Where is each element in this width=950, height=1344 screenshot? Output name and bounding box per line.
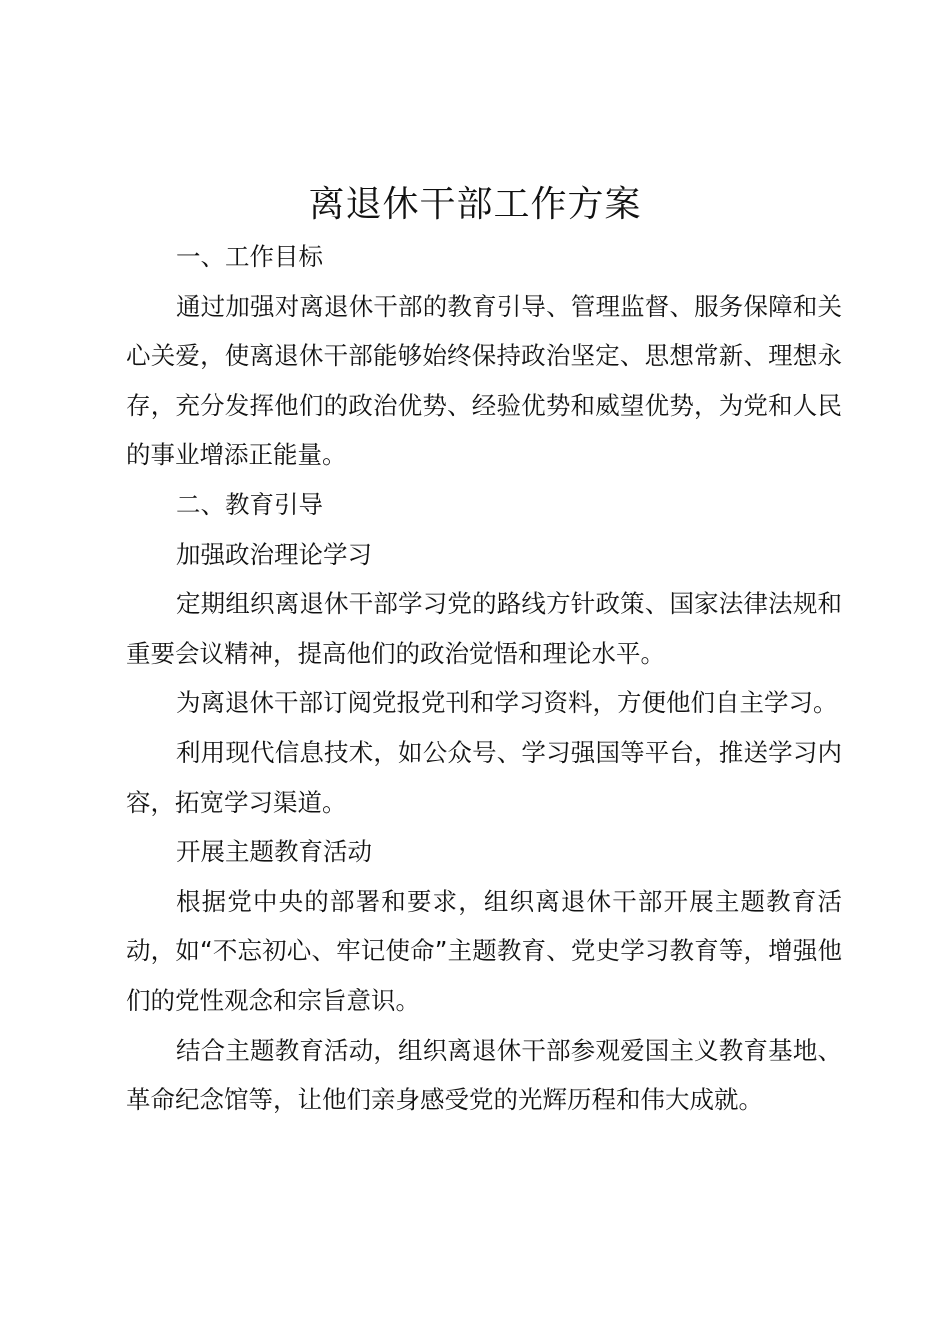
paragraph-subscriptions: 为离退休干部订阅党报党刊和学习资料，方便他们自主学习。 [176,688,838,718]
subheading-theory-study: 加强政治理论学习 [176,539,372,569]
paragraph-regular-study: 定期组织离退休干部学习党的路线方针政策、国家法律法规和重要会议精神，提高他们的政治觉悟和理论水平。 [126,589,842,668]
subheading-theme-education: 开展主题教育活动 [176,837,372,867]
section-heading-education: 二、教育引导 [176,489,323,519]
section-heading-goals: 一、工作目标 [176,242,323,271]
paragraph-theme-activities: 根据党中央的部署和要求，组织离退休干部开展主题教育活动，如“不忘初心、牢记使命”主题教育、党史学习教育等，增强他们的党性观念和宗旨意识。 [126,886,842,1015]
paragraph-info-tech: 利用现代信息技术，如公众号、学习强国等平台，推送学习内容，拓宽学习渠道。 [126,737,842,817]
document-body [126,232,842,1125]
paragraph-visits: 结合主题教育活动，组织离退休干部参观爱国主义教育基地、革命纪念馆等，让他们亲身感受党的光辉历程和伟大成就。 [126,1035,842,1115]
document-title: 离退休干部工作方案 [308,184,642,225]
paragraph-goals: 通过加强对离退休干部的教育引导、管理监督、服务保障和关心关爱，使离退休干部能够始终保持政治坚定、思想常新、理想永存，充分发挥他们的政治优势、经验优势和威望优势，为党和人民的事业增添正能量。 [126,291,842,470]
